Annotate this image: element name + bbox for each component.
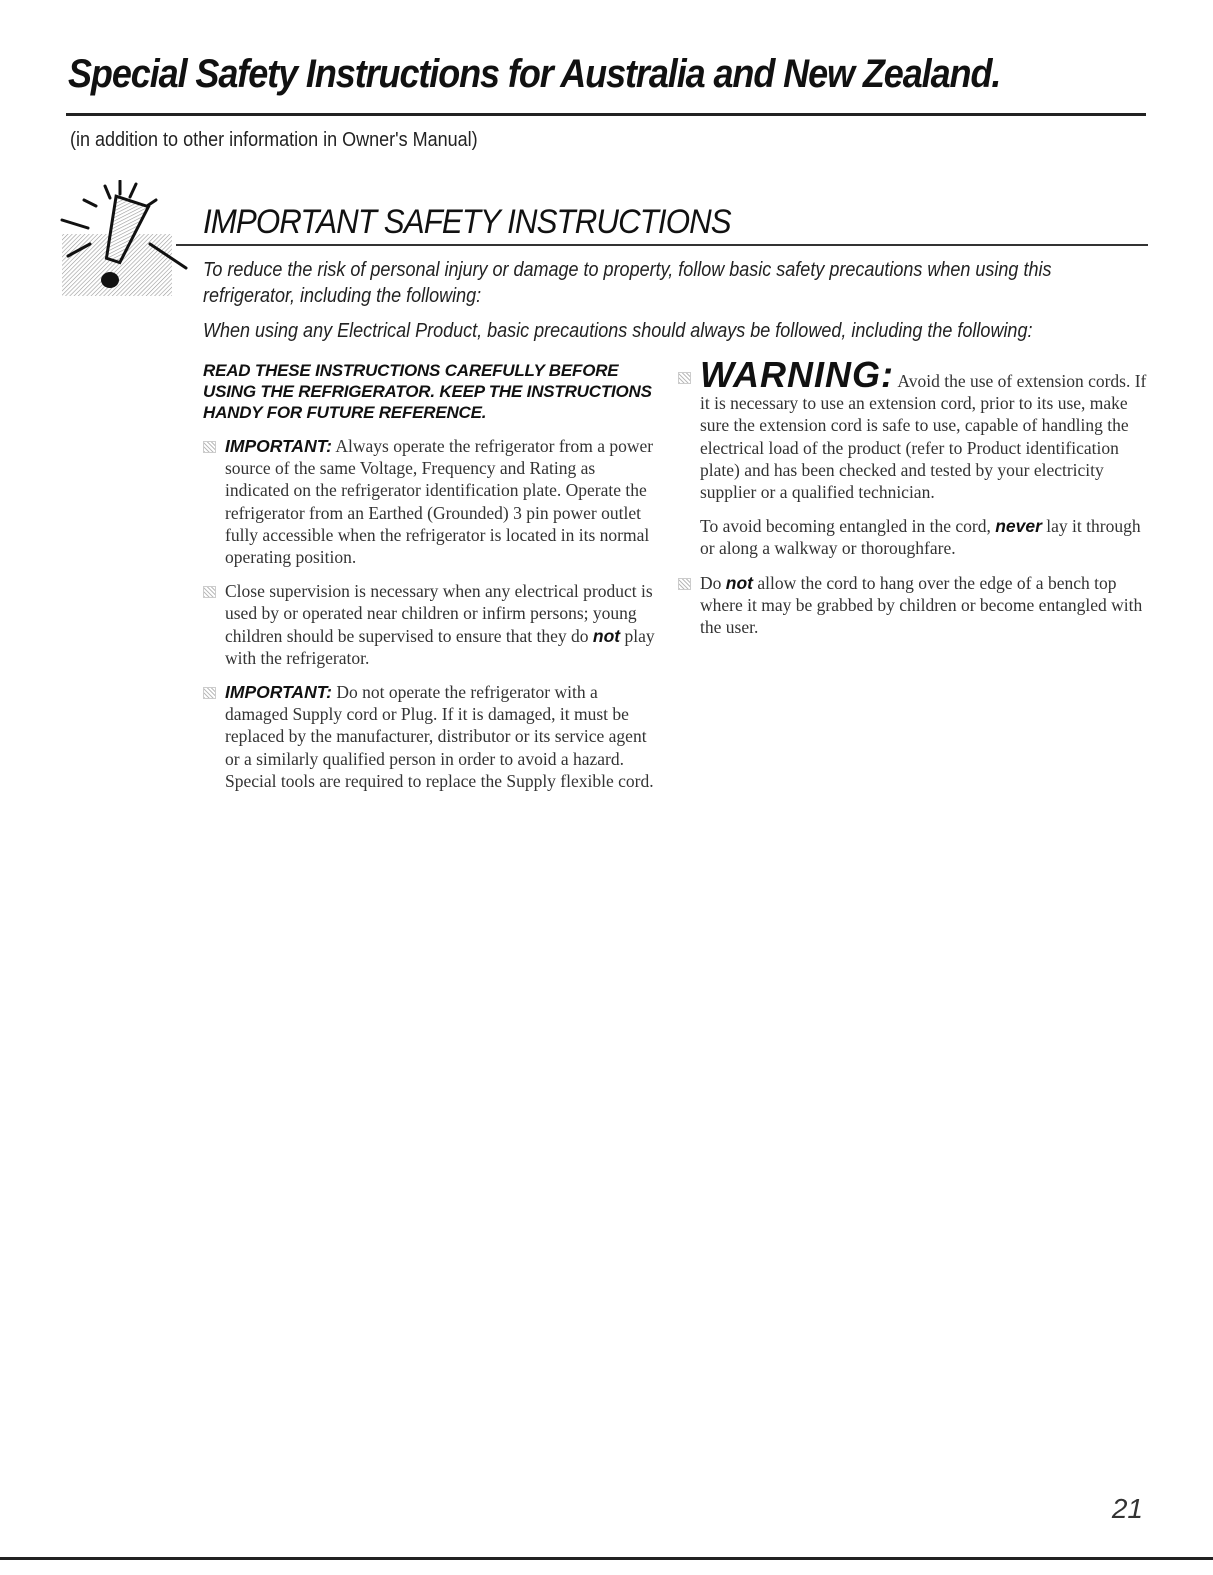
list-item	[203, 681, 658, 792]
bullet-icon	[678, 578, 691, 590]
page-title: Special Safety Instructions for Australia and New Zealand.	[68, 52, 1001, 96]
list-item	[678, 572, 1148, 639]
intro-text: To reduce the risk of personal injury or damage to property, follow basic safety precautions when using this refrigerator, including the following:	[203, 259, 1052, 307]
item-text: To avoid becoming entangled in the cord,	[700, 516, 996, 537]
title-divider	[66, 113, 1146, 116]
item-text: lay it through or along a walkway or thoroughfare.	[700, 516, 1141, 559]
page-number: 21	[1111, 1493, 1143, 1524]
bullet-icon	[203, 441, 216, 453]
important-label: IMPORTANT:	[225, 436, 332, 456]
section-heading: IMPORTANT SAFETY INSTRUCTIONS	[203, 203, 731, 241]
item-text: allow the cord to hang over the edge of a bench top where it may be grabbed by children or become entangled with the user.	[700, 572, 1143, 638]
item-text: Always operate the refrigerator from a power source of the same Voltage, Frequency and Rating as indicated on the refrigerator identification plate. Operate the refrigerator from an Earthed (Grounded) 3 pin power outlet fully accessible when the refrigerator is located in its normal operating position.	[225, 436, 654, 568]
list-item	[203, 580, 658, 669]
item-text: Do	[700, 572, 726, 593]
list-item	[203, 435, 658, 568]
emphasis-text: never	[995, 516, 1042, 537]
bullet-icon	[678, 372, 691, 384]
important-label: IMPORTANT:	[225, 682, 332, 703]
intro-text-electrical: When using any Electrical Product, basic precautions should always be followed, including the following:	[203, 320, 1033, 342]
warning-text: Avoid the use of extension cords. If it is necessary to use an extension cord, prior to its use, make sure the extension cord is safe to use, capable of handling the electrical load of the product (refer to Product identification plate) and has been checked and tested by your electricity supplier or a qualified technician.	[700, 371, 1147, 503]
right-column	[678, 354, 1148, 650]
emphasis-text: not	[725, 572, 753, 593]
item-text: Do not operate the refrigerator with a damaged Supply cord or Plug. If it is damaged, it must be replaced by the manufacturer, distributor or its service agent or a similarly qualified person in order to avoid a hazard. Special tools are required to replace the Supply flexible cord.	[225, 682, 654, 791]
emphasis-text: not	[592, 625, 621, 646]
read-instructions-heading: READ THESE INSTRUCTIONS CAREFULLY BEFORE USING THE REFRIGERATOR. KEEP THE INSTRUCTIONS HANDY FOR FUTURE REFERENCE.	[203, 361, 652, 422]
left-column	[203, 360, 658, 804]
item-text: play with the refrigerator.	[225, 625, 655, 668]
page-subtitle: (in addition to other information in Owner's Manual)	[70, 129, 478, 151]
bullet-icon	[203, 687, 216, 699]
section-divider	[176, 244, 1148, 246]
list-item	[678, 515, 1148, 559]
bullet-icon	[203, 586, 216, 598]
bottom-divider	[0, 1557, 1213, 1560]
warning-label: WARNING:	[700, 354, 894, 395]
item-text: Close supervision is necessary when any electrical product is used by or operated near children or infirm persons; young children should be supervised to ensure that they do	[225, 581, 653, 646]
warning-exclamation-icon	[58, 180, 190, 300]
warning-block	[678, 354, 1148, 503]
